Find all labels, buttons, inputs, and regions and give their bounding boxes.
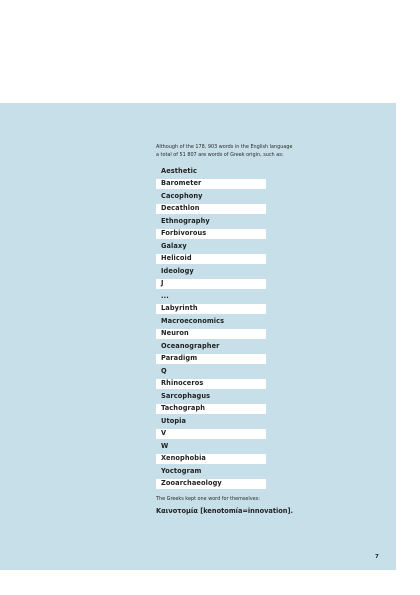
word-item: Ideology xyxy=(161,266,194,275)
word-item: V xyxy=(156,429,266,439)
intro-line-1: Although of the 178, 903 words in the English language xyxy=(156,144,293,150)
word-item: Cacophony xyxy=(161,191,203,200)
word-item: Utopia xyxy=(161,416,187,425)
word-item: Yoctogram xyxy=(161,466,202,475)
word-item: Rhinoceros xyxy=(156,379,266,389)
word-item: Helicoid xyxy=(156,254,266,264)
word-item: Galaxy xyxy=(161,241,187,250)
word-item: Labyrinth xyxy=(156,304,266,314)
word-item: Sarcophagus xyxy=(161,391,211,400)
word-item: Macroeconomics xyxy=(161,316,225,325)
word-item: Q xyxy=(161,366,167,375)
word-item: W xyxy=(161,441,169,450)
intro-text xyxy=(156,143,326,159)
word-item: Forbivorous xyxy=(156,229,266,239)
outro-text: The Greeks kept one word for themselves: xyxy=(156,496,260,502)
word-item: Tachograph xyxy=(156,404,266,414)
word-item: Paradigm xyxy=(156,354,266,364)
intro-line-2: a total of 51 807 are words of Greek origin, such as: xyxy=(156,152,284,158)
word-item: ... xyxy=(161,291,169,300)
greek-origin-word-list xyxy=(156,167,266,492)
page-number: 7 xyxy=(375,554,379,560)
word-item: Decathlon xyxy=(156,204,266,214)
word-item: Oceanographer xyxy=(161,341,220,350)
greek-word: Καινοτομία [kenotomía=innovation]. xyxy=(156,507,294,515)
word-item: J xyxy=(156,279,266,289)
word-item: Barometer xyxy=(156,179,266,189)
word-item: Neuron xyxy=(156,329,266,339)
word-item: Zooarchaeology xyxy=(156,479,266,489)
word-item: Xenophobia xyxy=(156,454,266,464)
word-item: Ethnography xyxy=(161,216,210,225)
word-item: Aesthetic xyxy=(161,167,198,175)
